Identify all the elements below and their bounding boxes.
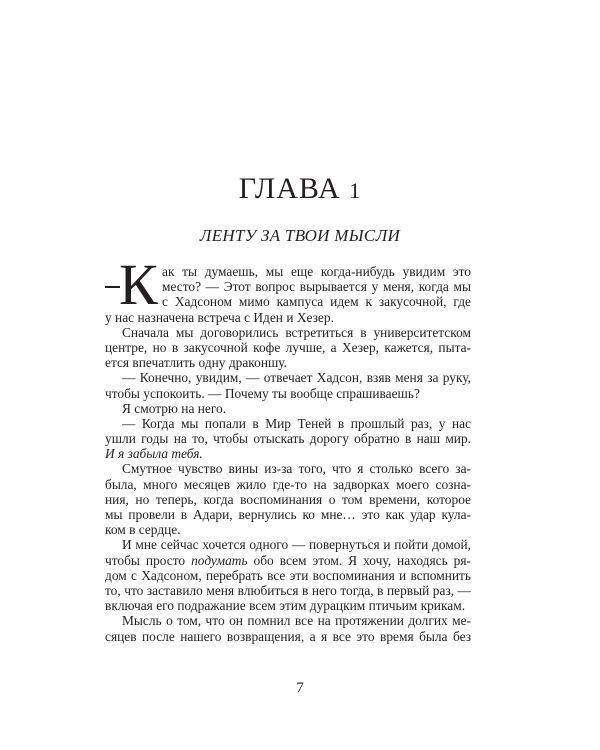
text-run: Я смотрю на него. — [122, 400, 227, 416]
text-line — [105, 553, 471, 568]
text-line — [105, 522, 471, 537]
text-line — [105, 507, 471, 522]
text-run: обо всем этом. Я хочу, находясь ря- — [247, 552, 471, 568]
text-run: с Хадсоном мимо кампуса идем к закусочной, где — [162, 294, 471, 310]
text-run: включая его подражание всем этим дурацким птичьим крикам. — [105, 598, 466, 614]
text-run: место? — Этот вопрос вырывается у меня, когда мы — [162, 279, 471, 295]
text-line — [105, 401, 471, 416]
italic-text: И я забыла тебя. — [105, 446, 203, 462]
text-run: ется впечатлить одну драконшу. — [105, 355, 287, 371]
chapter-label: ГЛАВА — [238, 172, 341, 205]
chapter-heading — [0, 172, 600, 206]
text-run: у нас назначена встреча с Иден и Хезер. — [105, 309, 334, 325]
page-number: 7 — [296, 680, 304, 696]
text-run: мы провели в Адари, вернулись ко мне… это как удар кула- — [105, 507, 471, 522]
text-run: — Когда мы попали в Мир Теней в прошлый раз, у нас — [122, 415, 471, 431]
text-run: Мысль о том, что он помнил все на протяжении долгих ме- — [122, 613, 471, 629]
italic-text: подумать — [191, 552, 248, 568]
text-line — [105, 477, 471, 492]
text-line — [105, 386, 471, 401]
body-text — [105, 264, 471, 644]
text-line — [105, 537, 471, 552]
text-line — [105, 431, 471, 446]
text-line — [105, 613, 471, 628]
text-line — [105, 264, 471, 279]
text-run: ушли годы на то, чтобы отыскать дорогу обратно в наш мир. — [105, 431, 471, 447]
text-line — [105, 446, 471, 461]
text-run: чтобы просто — [105, 552, 192, 568]
text-run: ак ты думаешь, мы еще когда-нибудь увидим это — [162, 264, 471, 279]
text-line — [105, 598, 471, 613]
text-line — [105, 370, 471, 385]
text-line — [105, 340, 471, 355]
text-line — [105, 416, 471, 431]
chapter-title: ЛЕНТУ ЗА ТВОИ МЫСЛИ — [199, 226, 401, 245]
text-run: Смутное чувство вины из-за того, что я столько всего за- — [122, 461, 471, 477]
text-run: дом с Хадсоном, перебрать все эти воспоминания и вспомнить — [105, 567, 471, 583]
text-line — [105, 325, 471, 340]
text-line — [105, 583, 471, 598]
chapter-number: 1 — [349, 178, 362, 203]
text-line — [105, 294, 471, 309]
text-line — [105, 279, 471, 294]
text-run: Сначала мы договорились встретиться в университетском — [122, 324, 471, 340]
text-line — [105, 629, 471, 644]
text-run: ния, но теперь, когда воспоминания о том времени, которое — [105, 491, 471, 507]
text-line — [105, 568, 471, 583]
text-run: чтобы успокоить. — Почему ты вообще спрашиваешь? — [105, 385, 420, 401]
text-run: то, что заставило меня влюбиться в него тогда, в первый раз, — — [105, 582, 471, 598]
text-run: ком в сердце. — [105, 522, 181, 538]
text-run: сяцев после нашего возвращения, а я все это время была без — [105, 628, 471, 644]
text-run: — Конечно, увидим, — отвечает Хадсон, взяв меня за руку, — [122, 370, 471, 386]
text-line — [105, 355, 471, 370]
text-run: была, много месяцев жило где-то на задворках моего созна- — [105, 476, 471, 492]
drop-cap-letter: К — [119, 252, 158, 317]
text-line — [105, 310, 471, 325]
text-line — [105, 492, 471, 507]
text-line — [105, 461, 471, 476]
text-run: центре, но в закусочной кофе лучше, а Хезер, кажется, пыта- — [105, 339, 471, 355]
text-run: И мне сейчас хочется одного — повернуться и пойти домой, — [122, 537, 471, 553]
